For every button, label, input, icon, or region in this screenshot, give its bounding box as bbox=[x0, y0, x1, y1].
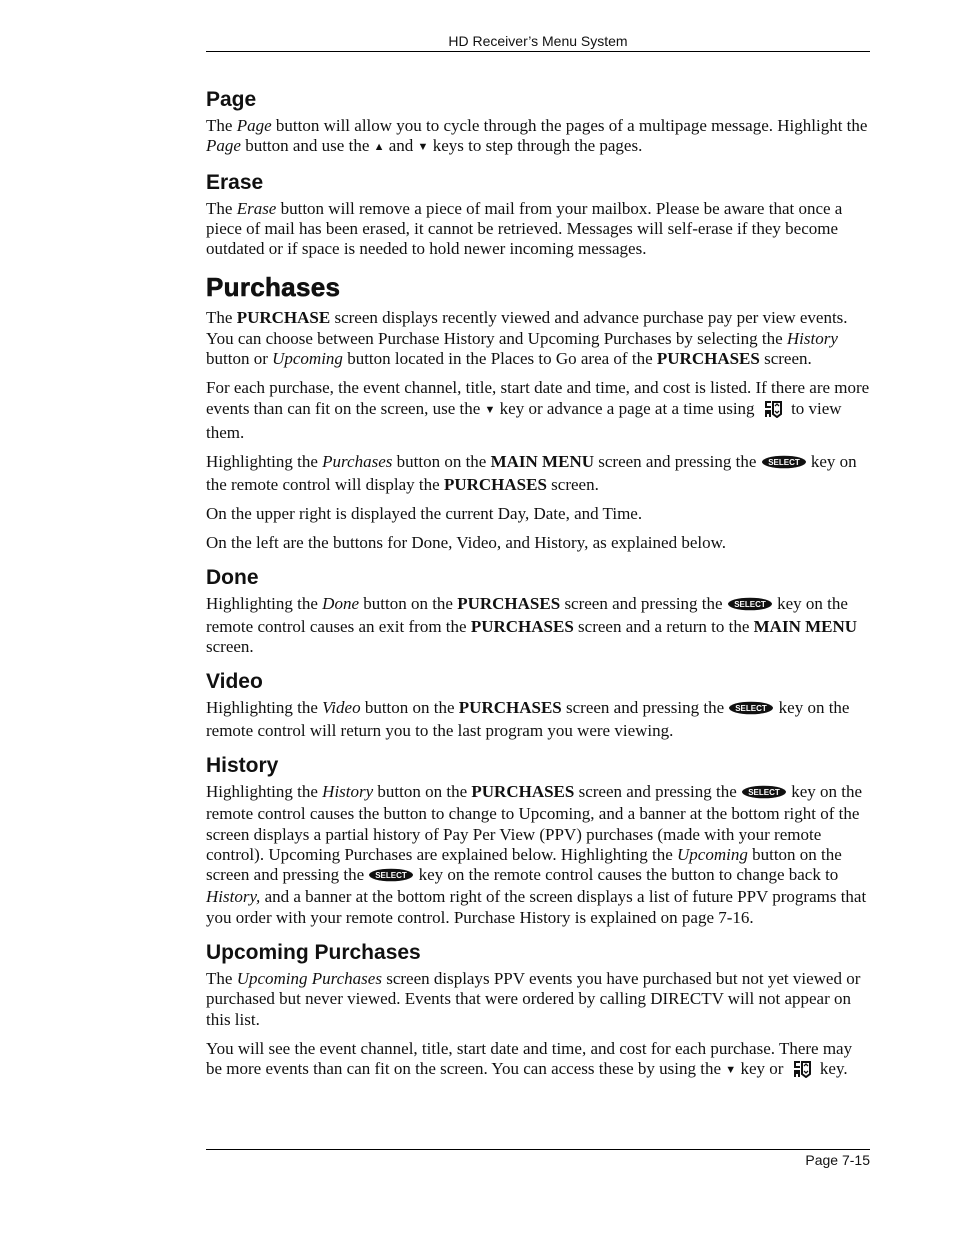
svg-text:SELECT: SELECT bbox=[767, 458, 800, 468]
paragraph-purchases-3: Highlighting the Purchases button on the MAIN MENU screen and pressing the SELECT key on the remote control will display the PURCHASES screen. bbox=[206, 452, 857, 494]
paragraph-purchases-4: On the upper right is displayed the current Day, Date, and Time. bbox=[206, 503, 643, 523]
section-title-done: Done bbox=[206, 566, 259, 590]
page-content bbox=[206, 88, 870, 1097]
section-erase bbox=[206, 171, 870, 260]
chapter-title-purchases: Purchases bbox=[206, 272, 341, 303]
paragraph-erase: The Erase button will remove a piece of mail from your mailbox. Please be aware that once a piece of mail has been erased, it cannot be retrieved. Messages will self-erase if they become outdated or if space is needed to hold newer incoming messages. bbox=[206, 198, 843, 259]
arrow-down-icon: ▼ bbox=[725, 1064, 737, 1077]
running-header: HD Receiver’s Menu System bbox=[448, 33, 628, 49]
arrow-down-icon: ▼ bbox=[484, 403, 496, 416]
manual-page bbox=[206, 0, 870, 1235]
paragraph-purchases-2: For each purchase, the event channel, title, start date and time, and cost is listed. If there are more events than can fit on the screen, use the ▼ key or advance a page at a time using to view them. bbox=[206, 378, 870, 442]
section-video bbox=[206, 670, 870, 741]
section-title-video: Video bbox=[206, 670, 263, 694]
section-title-upcoming: Upcoming Purchases bbox=[206, 941, 421, 965]
page-number: Page 7-15 bbox=[805, 1152, 870, 1168]
paragraph-purchases-5: On the left are the buttons for Done, Video, and History, as explained below. bbox=[206, 533, 727, 553]
paragraph-done: Highlighting the Done button on the PURCHASES screen and pressing the SELECT key on the remote control causes an exit from the PURCHASES screen and a return to the MAIN MENU screen. bbox=[206, 594, 858, 657]
svg-text:SELECT: SELECT bbox=[748, 787, 780, 797]
paragraph-purchases-1: The PURCHASE screen displays recently viewed and advance purchase pay per view events. You can choose between Purchase History and Upcoming Purchases by selecting the History button or Upcoming button located in the Places to Go area of the PURCHASES screen. bbox=[206, 308, 848, 369]
paragraph-video: Highlighting the Video button on the PURCHASES screen and pressing the SELECT key on the remote control will return you to the last program you were viewing. bbox=[206, 698, 850, 740]
select-key-icon bbox=[741, 784, 787, 804]
channel-up-down-icon bbox=[763, 400, 783, 423]
select-key-icon bbox=[368, 867, 414, 887]
footer-rule bbox=[206, 1149, 870, 1150]
select-key-icon bbox=[761, 454, 807, 474]
section-title-erase: Erase bbox=[206, 170, 264, 194]
section-done bbox=[206, 566, 870, 657]
section-upcoming-purchases bbox=[206, 941, 870, 1083]
section-title-history: History bbox=[206, 753, 279, 777]
paragraph-page: The Page button will allow you to cycle through the pages of a multipage message. Highlight the Page button and use the ▲ and ▼ keys to step through the pages. bbox=[206, 116, 870, 158]
header-rule bbox=[206, 51, 870, 52]
section-purchases bbox=[206, 272, 870, 553]
paragraph-upcoming-1: The Upcoming Purchases screen displays PPV events you have purchased but not yet viewed or purchased but never viewed. Events that were ordered by calling DIRECTV will not appear on this list. bbox=[206, 969, 861, 1029]
channel-up-down-icon bbox=[792, 1060, 812, 1083]
paragraph-upcoming-2: You will see the event channel, title, start date and time, and cost for each purchase. There may be more events than can fit on the screen. You can access these by using the ▼ key or key. bbox=[206, 1039, 870, 1084]
select-key-icon bbox=[727, 596, 773, 616]
paragraph-history: Highlighting the History button on the PURCHASES screen and pressing the SELECT key on the remote control causes the button to change to Upcoming, and a banner at the bottom right of the screen displays a partial history of Pay Per View (PPV) purchases (made with your remote control). Upcoming Purchases are explained below. Highlighting the Upcoming button on the screen and pressing the SELECT key on the remote control causes the button to change back to History, and a banner at the bottom right of the screen displays a list of future PPV programs that you order with your remote control. Purchase History is explained on page 7-16. bbox=[206, 781, 867, 927]
svg-text:SELECT: SELECT bbox=[735, 704, 768, 714]
select-key-icon bbox=[728, 700, 774, 720]
arrow-down-icon: ▼ bbox=[417, 141, 429, 154]
svg-text:SELECT: SELECT bbox=[734, 600, 766, 610]
section-title-page: Page bbox=[206, 88, 257, 111]
svg-text:SELECT: SELECT bbox=[375, 871, 408, 881]
section-history bbox=[206, 754, 870, 928]
section-page bbox=[206, 88, 870, 158]
arrow-up-icon: ▲ bbox=[373, 141, 385, 154]
